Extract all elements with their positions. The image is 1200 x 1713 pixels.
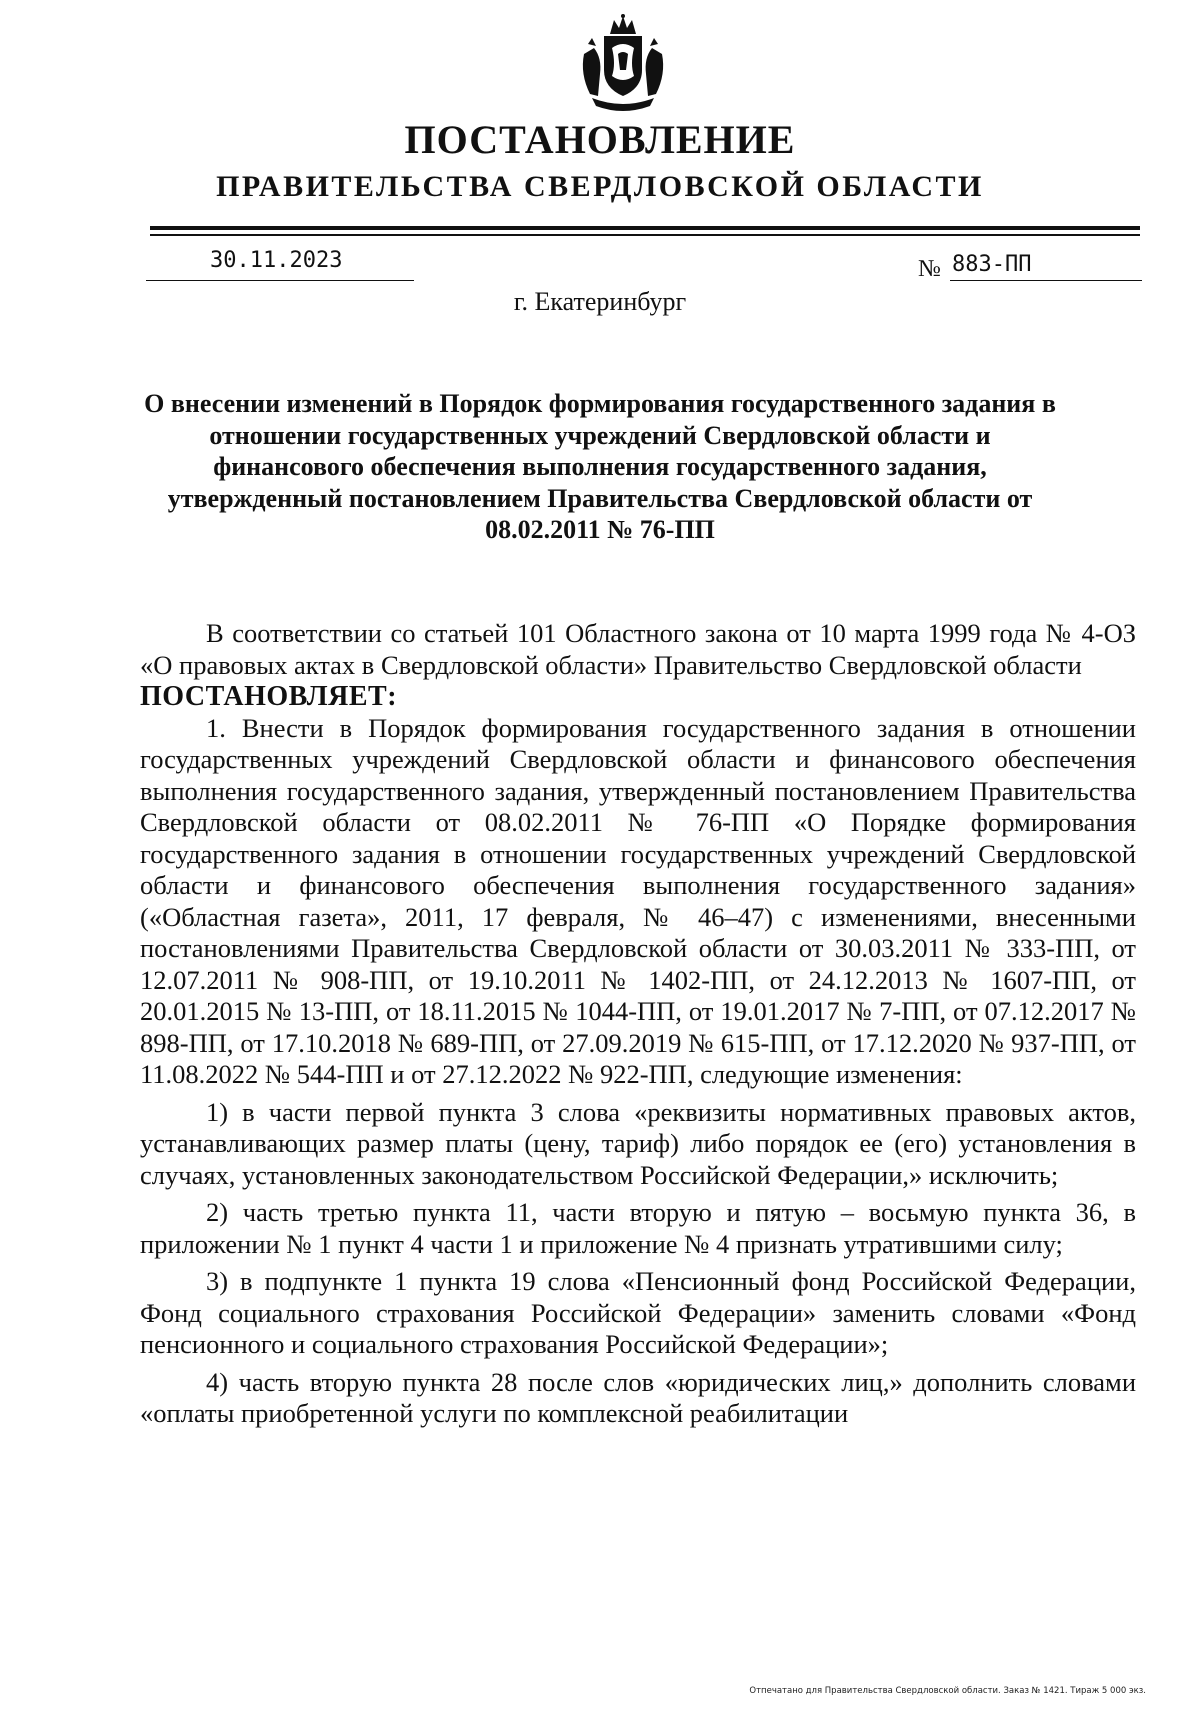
date-underline: [146, 280, 414, 281]
print-footer: Отпечатано для Правительства Свердловской области. Заказ № 1421. Тираж 5 000 экз.: [749, 1686, 1146, 1696]
header-divider-thick: [150, 226, 1140, 230]
subparagraph-3: 3) в подпункте 1 пункта 19 слова «Пенсионный фонд Российской Федерации, Фонд социального страхования Российской Федерации» заменить словами «Фонд пенсионного и социального страхования Российской Федерации»;: [140, 1266, 1136, 1359]
document-subject-title: О внесении изменений в Порядок формирования государственного задания в отношении государственных учреждений Свердловской области и финансового обеспечения выполнения государственного задания, утвержденный постановлением Правительства Свердловской области от 08.02.2011 № 76-ПП: [144, 389, 1056, 544]
number-underline: [950, 280, 1142, 281]
document-type-title: ПОСТАНОВЛЕНИЕ: [404, 117, 796, 162]
paragraph-1: 1. Внести в Порядок формирования государственного задания в отношении государственных учреждений Свердловской области и финансового обеспечения выполнения государственного задания, утвержденный постановлением Правительства Свердловской области от 08.02.2011 № 76-ПП «О Порядке формирования государственного задания в отношении государственных учреждений Свердловской области и финансового обеспечения выполнения государственного задания» («Областная газета», 2011, 17 февраля, № 46–47) с изменениями, внесенными постановлениями Правительства Свердловской области от 30.03.2011 № 333-ПП, от 12.07.2011 № 908-ПП, от 19.10.2011 № 1402-ПП, от 24.12.2013 № 1607-ПП, от 20.01.2015 № 13-ПП, от 18.11.2015 № 1044-ПП, от 19.01.2017 № 7-ПП, от 07.12.2017 № 898-ПП, от 17.10.2018 № 689-ПП, от 27.09.2019 № 615-ПП, от 17.12.2020 № 937-ПП, от 11.08.2022 № 544-ПП и от 27.12.2022 № 922-ПП, следующие изменения:: [140, 712, 1136, 1089]
number-sign: №: [918, 256, 941, 282]
city: г. Екатеринбург: [513, 287, 687, 316]
coat-of-arms-icon: [578, 14, 668, 114]
document-body: [140, 618, 1136, 1430]
subparagraph-4: 4) часть вторую пункта 28 после слов «юридических лиц,» дополнить словами «оплаты приобретенной услуги по комплексной реабилитации: [140, 1366, 1136, 1428]
issuing-authority: ПРАВИТЕЛЬСТВА СВЕРДЛОВСКОЙ ОБЛАСТИ: [216, 170, 984, 203]
document-number: 883-ПП: [952, 252, 1032, 277]
decree-keyword: ПОСТАНОВЛЯЕТ:: [140, 681, 398, 712]
preamble: В соответствии со статьей 101 Областного закона от 10 марта 1999 года № 4-ОЗ «О правовых актах в Свердловской области» Правительство Свердловской области: [140, 618, 1136, 680]
header-divider-thin: [150, 234, 1140, 236]
subparagraph-2: 2) часть третью пункта 11, части вторую и пятую – восьмую пункта 36, в приложении № 1 пункт 4 части 1 и приложение № 4 признать утратившими силу;: [140, 1197, 1136, 1259]
document-date: 30.11.2023: [210, 248, 343, 273]
subparagraph-1: 1) в части первой пункта 3 слова «реквизиты нормативных правовых актов, устанавливающих размер платы (цену, тариф) либо порядок ее (его) установления в случаях, установленных законодательством Российской Федерации,» исключить;: [140, 1096, 1136, 1190]
